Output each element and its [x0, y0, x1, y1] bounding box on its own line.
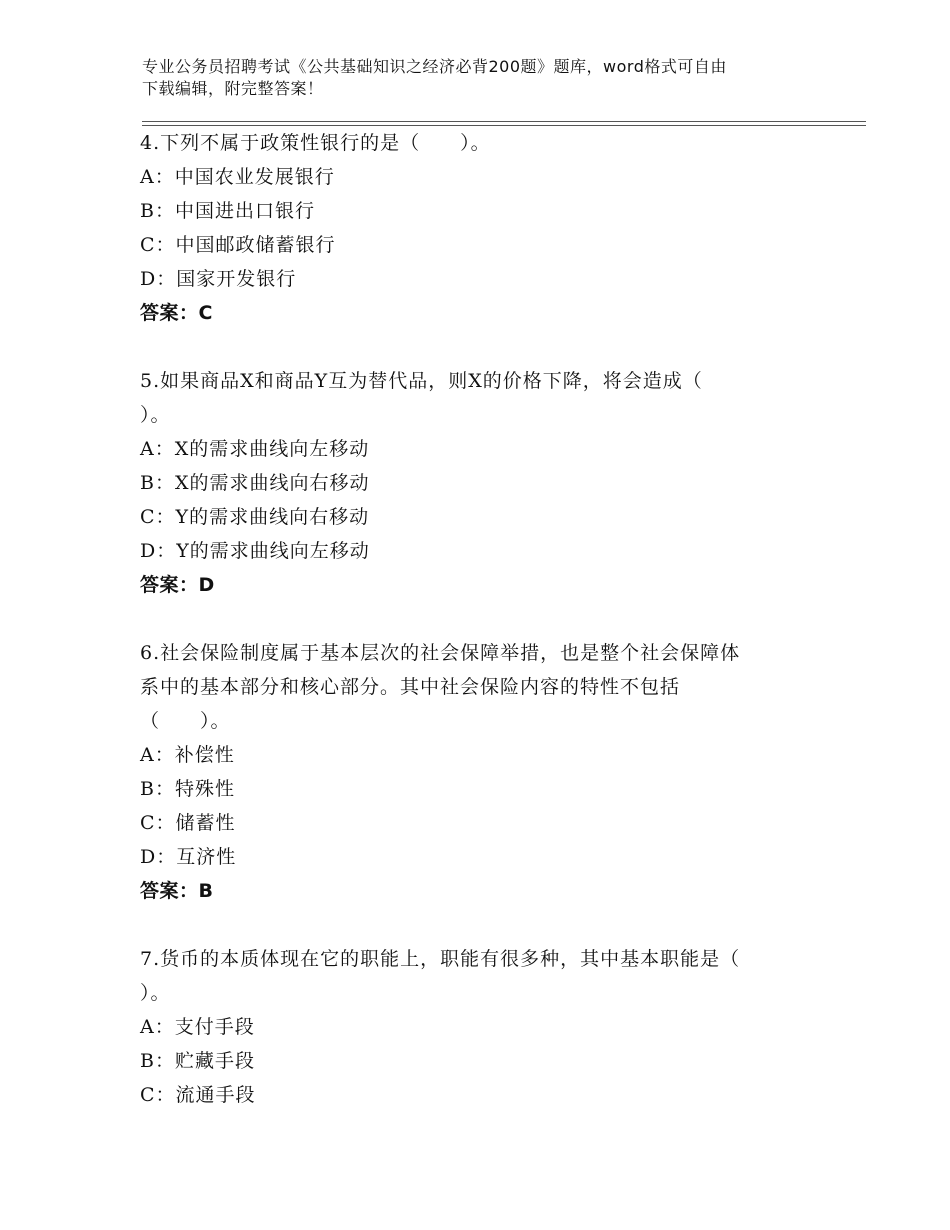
header-line-1: 专业公务员招聘考试《公共基础知识之经济必背200题》题库，word格式可自由 — [142, 57, 727, 76]
question-5 — [140, 364, 820, 602]
option-a: A：中国农业发展银行 — [140, 166, 335, 188]
header-divider-top — [142, 121, 866, 122]
question-stem: ）。 — [140, 404, 171, 426]
question-stem: （ ）。 — [140, 710, 231, 732]
question-4 — [140, 126, 820, 330]
option-c: C：中国邮政储蓄银行 — [140, 234, 336, 256]
option-d: D：国家开发银行 — [140, 268, 297, 290]
option-c: C：储蓄性 — [140, 812, 236, 834]
option-d: D：互济性 — [140, 846, 237, 868]
question-stem: 7.货币的本质体现在它的职能上，职能有很多种，其中基本职能是（ — [140, 948, 741, 970]
option-c: C：Y的需求曲线向右移动 — [140, 506, 370, 528]
spacer — [140, 908, 820, 942]
question-stem: 4.下列不属于政策性银行的是（ ）。 — [140, 132, 491, 154]
option-d: D：Y的需求曲线向左移动 — [140, 540, 370, 562]
question-6 — [140, 636, 820, 908]
question-list — [140, 126, 820, 1112]
option-a: A：补偿性 — [140, 744, 235, 766]
option-a: A：支付手段 — [140, 1016, 255, 1038]
header-line-2: 下载编辑，附完整答案！ — [142, 79, 324, 98]
option-c: C：流通手段 — [140, 1084, 256, 1106]
spacer — [140, 602, 820, 636]
answer-label: 答案：C — [140, 302, 213, 324]
option-b: B：中国进出口银行 — [140, 200, 315, 222]
question-stem: 6.社会保险制度属于基本层次的社会保障举措，也是整个社会保障体 — [140, 642, 741, 664]
option-b: B：特殊性 — [140, 778, 235, 800]
question-7 — [140, 942, 820, 1112]
option-b: B：贮藏手段 — [140, 1050, 255, 1072]
question-stem: ）。 — [140, 982, 171, 1004]
option-b: B：X的需求曲线向右移动 — [140, 472, 370, 494]
question-stem: 系中的基本部分和核心部分。其中社会保险内容的特性不包括 — [140, 676, 681, 698]
answer-label: 答案：D — [140, 574, 215, 596]
question-stem: 5.如果商品X和商品Y互为替代品，则X的价格下降，将会造成（ — [140, 370, 703, 392]
document-header — [142, 56, 822, 100]
answer-label: 答案：B — [140, 880, 214, 902]
spacer — [140, 330, 820, 364]
option-a: A：X的需求曲线向左移动 — [140, 438, 370, 460]
